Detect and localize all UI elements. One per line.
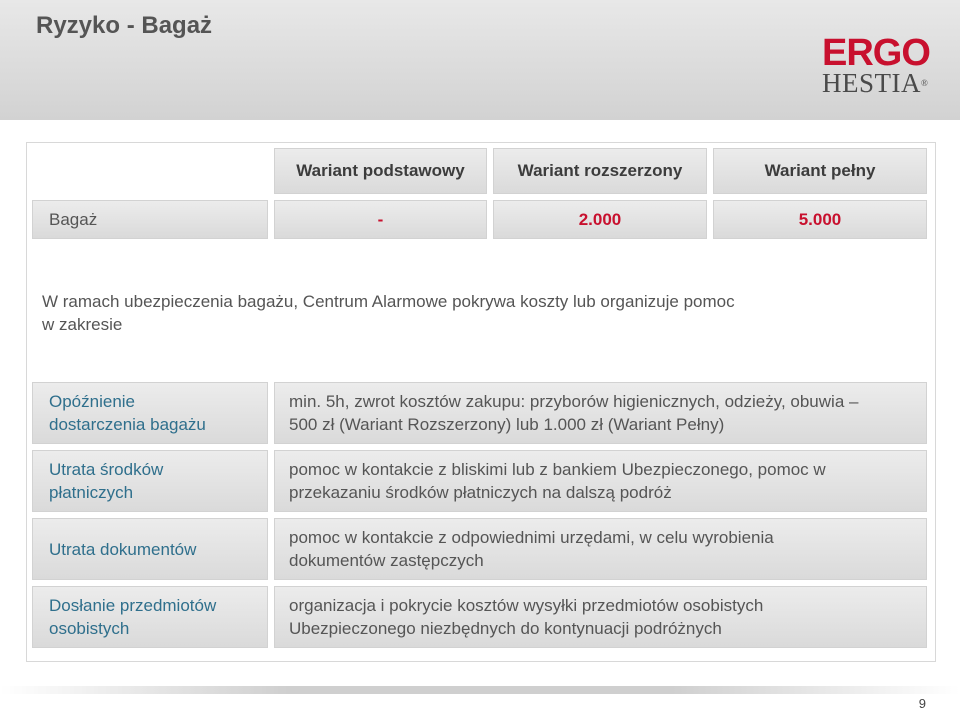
benefit-label-line: Utrata dokumentów: [49, 539, 197, 559]
benefit-label-line: Opóźnienie: [49, 392, 136, 411]
logo-hestia-text: [822, 70, 928, 97]
benefit-label-line: Dosłanie przedmiotów: [49, 596, 217, 615]
benefit-desc-shipping: [274, 586, 927, 648]
benefit-desc-line: organizacja i pokrycie kosztów wysyłki przedmiotów osobistych: [289, 596, 764, 615]
benefit-label-shipping: [32, 586, 268, 648]
intro-line-2: w zakresie: [42, 315, 123, 334]
benefit-desc-line: pomoc w kontakcie z bliskimi lub z bankiem Ubezpieczonego, pomoc w: [289, 460, 826, 479]
benefit-label-delay: [32, 382, 268, 444]
benefit-desc-line: pomoc w kontakcie z odpowiednimi urzędami, w celu wyrobienia: [289, 528, 774, 547]
benefit-label-line: osobistych: [49, 619, 130, 638]
logo-ergo-text: ERGO: [822, 32, 930, 74]
benefit-desc-payment-loss: [274, 450, 927, 512]
baggage-row-label: Bagaż: [32, 200, 268, 239]
logo-registered-mark: ®: [921, 78, 929, 88]
variant-header-extended: Wariant rozszerzony: [493, 148, 707, 194]
benefit-label-line: płatniczych: [49, 483, 134, 502]
slide-header: [0, 0, 960, 120]
benefit-label-line: dostarczenia bagażu: [49, 415, 206, 434]
baggage-value-full: 5.000: [713, 200, 927, 239]
benefit-desc-line: Ubezpieczonego niezbędnych do kontynuacji podróżnych: [289, 619, 722, 638]
baggage-value-extended: 2.000: [493, 200, 707, 239]
variant-header-full: Wariant pełny: [713, 148, 927, 194]
logo-hestia-word: HESTIA: [822, 68, 921, 98]
benefit-label-documents-loss: [32, 518, 268, 580]
benefit-label-line: Utrata środków: [49, 460, 164, 479]
baggage-value-basic: -: [274, 200, 487, 239]
benefit-desc-line: 500 zł (Wariant Rozszerzony) lub 1.000 zł (Wariant Pełny): [289, 415, 725, 434]
ergo-hestia-logo: [822, 34, 930, 96]
benefit-desc-line: dokumentów zastępczych: [289, 551, 484, 570]
intro-text: [42, 290, 882, 336]
intro-line-1: W ramach ubezpieczenia bagażu, Centrum Alarmowe pokrywa koszty lub organizuje pomoc: [42, 292, 735, 311]
footer-divider: [0, 686, 960, 694]
benefit-desc-delay: [274, 382, 927, 444]
benefit-desc-line: min. 5h, zwrot kosztów zakupu: przyborów higienicznych, odzieży, obuwia –: [289, 392, 859, 411]
benefit-label-payment-loss: [32, 450, 268, 512]
page-number: 9: [918, 696, 926, 711]
variant-header-basic: Wariant podstawowy: [274, 148, 487, 194]
benefit-desc-documents-loss: [274, 518, 927, 580]
slide-title: Ryzyko - Bagaż: [36, 12, 213, 39]
benefit-desc-line: przekazaniu środków płatniczych na dalszą podróż: [289, 483, 672, 502]
